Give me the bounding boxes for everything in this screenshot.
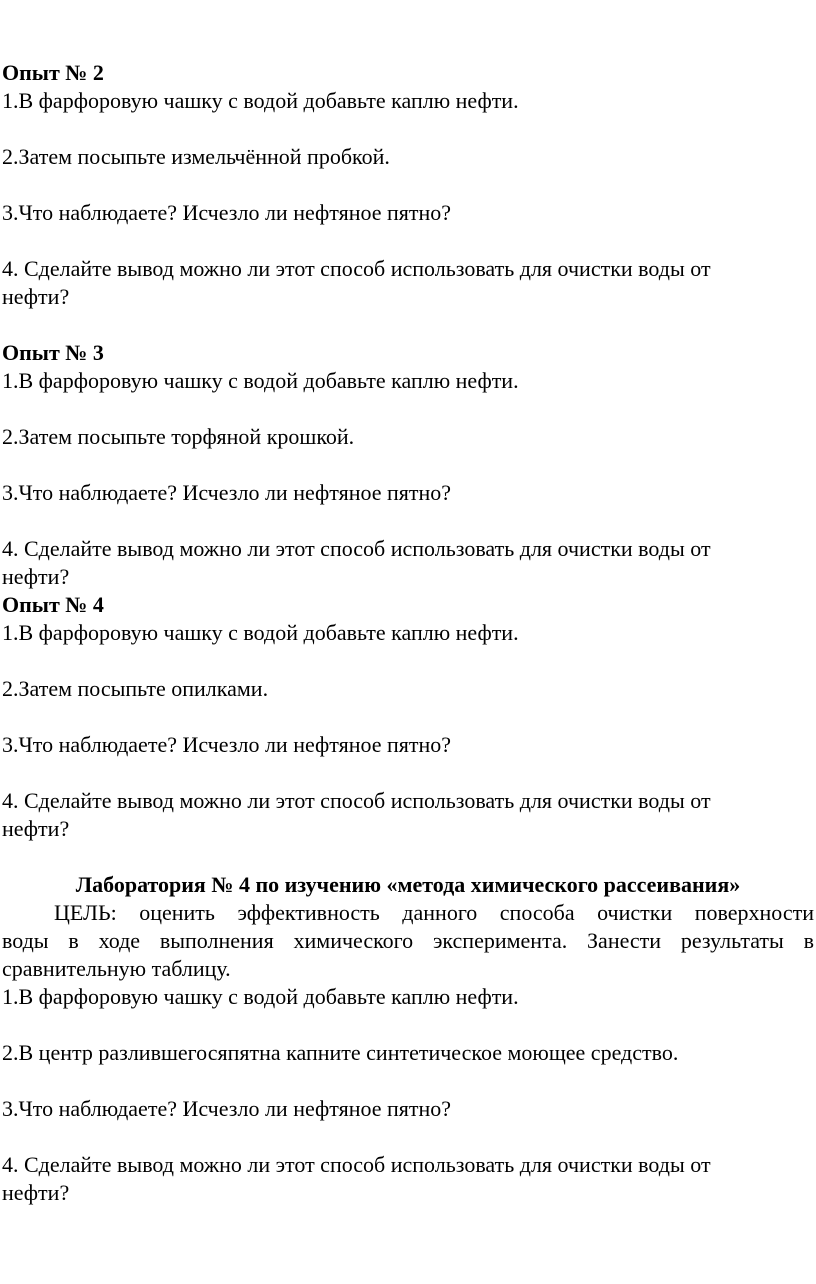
laboratory-4-step-2: 2.В центр разлившегосяпятна капните синтетическое моющее средство.	[2, 1040, 679, 1065]
experiment-2-step-1: 1.В фарфоровую чашку с водой добавьте каплю нефти.	[2, 88, 519, 113]
experiment-4-step-4-line-1: 4. Сделайте вывод можно ли этот способ использовать для очистки воды от	[2, 788, 711, 813]
experiment-3-title: Опыт № 3	[2, 340, 104, 365]
experiment-2-step-2: 2.Затем посыпьте измельчённой пробкой.	[2, 144, 390, 169]
laboratory-4-step-4-line-1: 4. Сделайте вывод можно ли этот способ использовать для очистки воды от	[2, 1152, 711, 1177]
experiment-2-step-4-line-1: 4. Сделайте вывод можно ли этот способ использовать для очистки воды от	[2, 256, 711, 281]
laboratory-4-step-1: 1.В фарфоровую чашку с водой добавьте каплю нефти.	[2, 984, 519, 1009]
experiment-3-step-4-line-1: 4. Сделайте вывод можно ли этот способ использовать для очистки воды от	[2, 536, 711, 561]
laboratory-4-goal-line-1: ЦЕЛЬ: оценить эффективность данного способа очистки поверхности	[54, 900, 814, 925]
experiment-3-step-1: 1.В фарфоровую чашку с водой добавьте каплю нефти.	[2, 368, 519, 393]
experiment-4-step-1: 1.В фарфоровую чашку с водой добавьте каплю нефти.	[2, 620, 519, 645]
laboratory-4-step-4-line-2: нефти?	[2, 1180, 70, 1205]
experiment-4-step-4-line-2: нефти?	[2, 816, 70, 841]
laboratory-4-heading: Лаборатория № 4 по изучению «метода химического рассеивания»	[75, 872, 741, 897]
experiment-3-step-2: 2.Затем посыпьте торфяной крошкой.	[2, 424, 355, 449]
laboratory-4-goal-line-3: сравнительную таблицу.	[2, 956, 231, 981]
experiment-3-step-4-line-2: нефти?	[2, 564, 70, 589]
laboratory-4-step-3: 3.Что наблюдаете? Исчезло ли нефтяное пятно?	[2, 1096, 452, 1121]
experiment-2-title: Опыт № 2	[2, 60, 104, 85]
laboratory-4-goal-line-2: воды в ходе выполнения химического эксперимента. Занести результаты в	[2, 928, 814, 953]
experiment-2-step-3: 3.Что наблюдаете? Исчезло ли нефтяное пятно?	[2, 200, 452, 225]
experiment-4-title: Опыт № 4	[2, 592, 104, 617]
experiment-2-step-4-line-2: нефти?	[2, 284, 70, 309]
experiment-4-step-2: 2.Затем посыпьте опилками.	[2, 676, 269, 701]
experiment-3-step-3: 3.Что наблюдаете? Исчезло ли нефтяное пятно?	[2, 480, 452, 505]
experiment-4-step-3: 3.Что наблюдаете? Исчезло ли нефтяное пятно?	[2, 732, 452, 757]
